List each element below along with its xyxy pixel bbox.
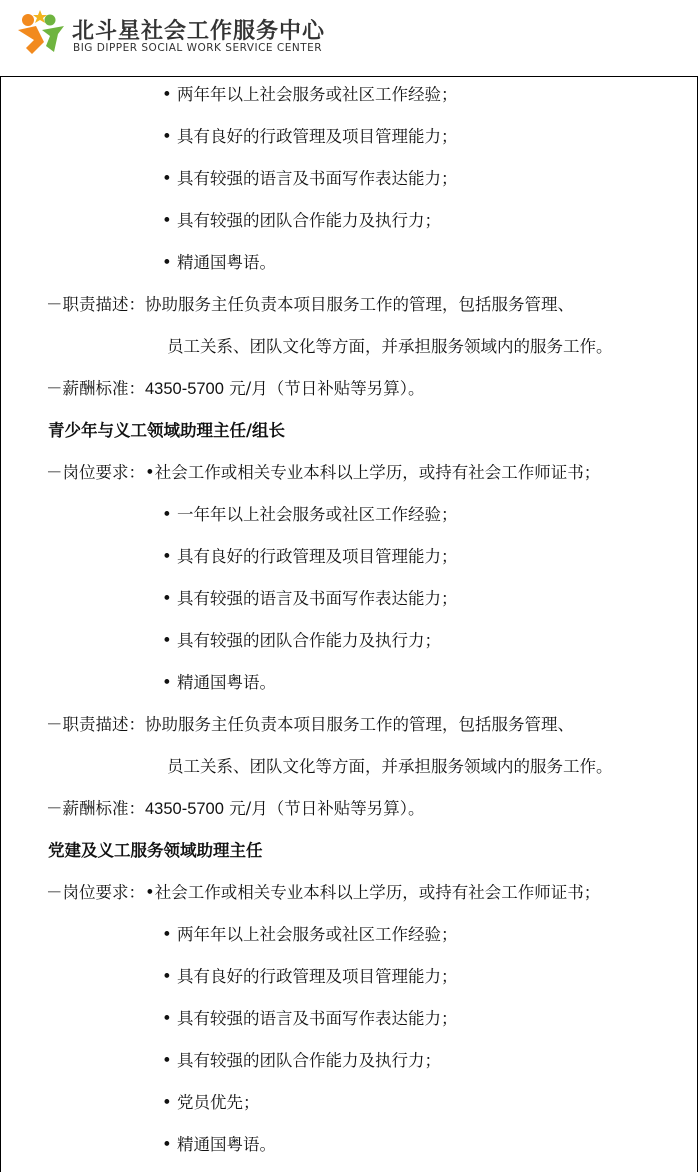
list-item: • 具有较强的团队合作能力及执行力； bbox=[162, 1051, 441, 1070]
list-item: • 两年年以上社会服务或社区工作经验； bbox=[162, 925, 458, 944]
page-header bbox=[0, 0, 700, 76]
duty-description: －职责描述：协助服务主任负责本项目服务工作的管理，包括服务管理、 bbox=[46, 715, 574, 734]
list-item: • 具有良好的行政管理及项目管理能力； bbox=[162, 967, 458, 986]
org-name-cn: 北斗星社会工作服务中心 bbox=[72, 19, 326, 44]
list-item: • 党员优先； bbox=[162, 1093, 260, 1112]
duty-description: －职责描述：协助服务主任负责本项目服务工作的管理，包括服务管理、 bbox=[46, 295, 574, 314]
list-item: • 一年年以上社会服务或社区工作经验； bbox=[162, 505, 458, 524]
org-name-en: BIG DIPPER SOCIAL WORK SERVICE CENTER bbox=[73, 42, 323, 54]
list-item: • 精通国粤语。 bbox=[162, 673, 276, 692]
section-heading: 青少年与义工领域助理主任/组长 bbox=[48, 421, 286, 440]
salary-line: －薪酬标准：4350-5700 元/月（节日补贴等另算）。 bbox=[46, 379, 425, 398]
duty-description-cont: 员工关系、团队文化等方面，并承担服务领域内的服务工作。 bbox=[167, 337, 613, 356]
section-heading: 党建及义工服务领域助理主任 bbox=[48, 841, 263, 860]
list-item: • 具有较强的语言及书面写作表达能力； bbox=[162, 1009, 458, 1028]
list-item: • 两年年以上社会服务或社区工作经验； bbox=[162, 85, 458, 104]
list-item: • 精通国粤语。 bbox=[162, 1135, 276, 1154]
list-item: • 具有较强的语言及书面写作表达能力； bbox=[162, 589, 458, 608]
document-body bbox=[0, 76, 698, 1172]
list-item: • 精通国粤语。 bbox=[162, 253, 276, 272]
list-item: • 具有较强的团队合作能力及执行力； bbox=[162, 631, 441, 650]
list-item: • 具有良好的行政管理及项目管理能力； bbox=[162, 127, 458, 146]
list-item: • 具有较强的语言及书面写作表达能力； bbox=[162, 169, 458, 188]
duty-description-cont: 员工关系、团队文化等方面，并承担服务领域内的服务工作。 bbox=[167, 757, 613, 776]
salary-line: －薪酬标准：4350-5700 元/月（节日补贴等另算）。 bbox=[46, 799, 425, 818]
list-item: • 具有良好的行政管理及项目管理能力； bbox=[162, 547, 458, 566]
org-logo-icon bbox=[14, 8, 68, 62]
requirement-line: －岗位要求：•社会工作或相关专业本科以上学历，或持有社会工作师证书； bbox=[46, 883, 601, 902]
list-item: • 具有较强的团队合作能力及执行力； bbox=[162, 211, 441, 230]
requirement-line: －岗位要求：•社会工作或相关专业本科以上学历，或持有社会工作师证书； bbox=[46, 463, 601, 482]
